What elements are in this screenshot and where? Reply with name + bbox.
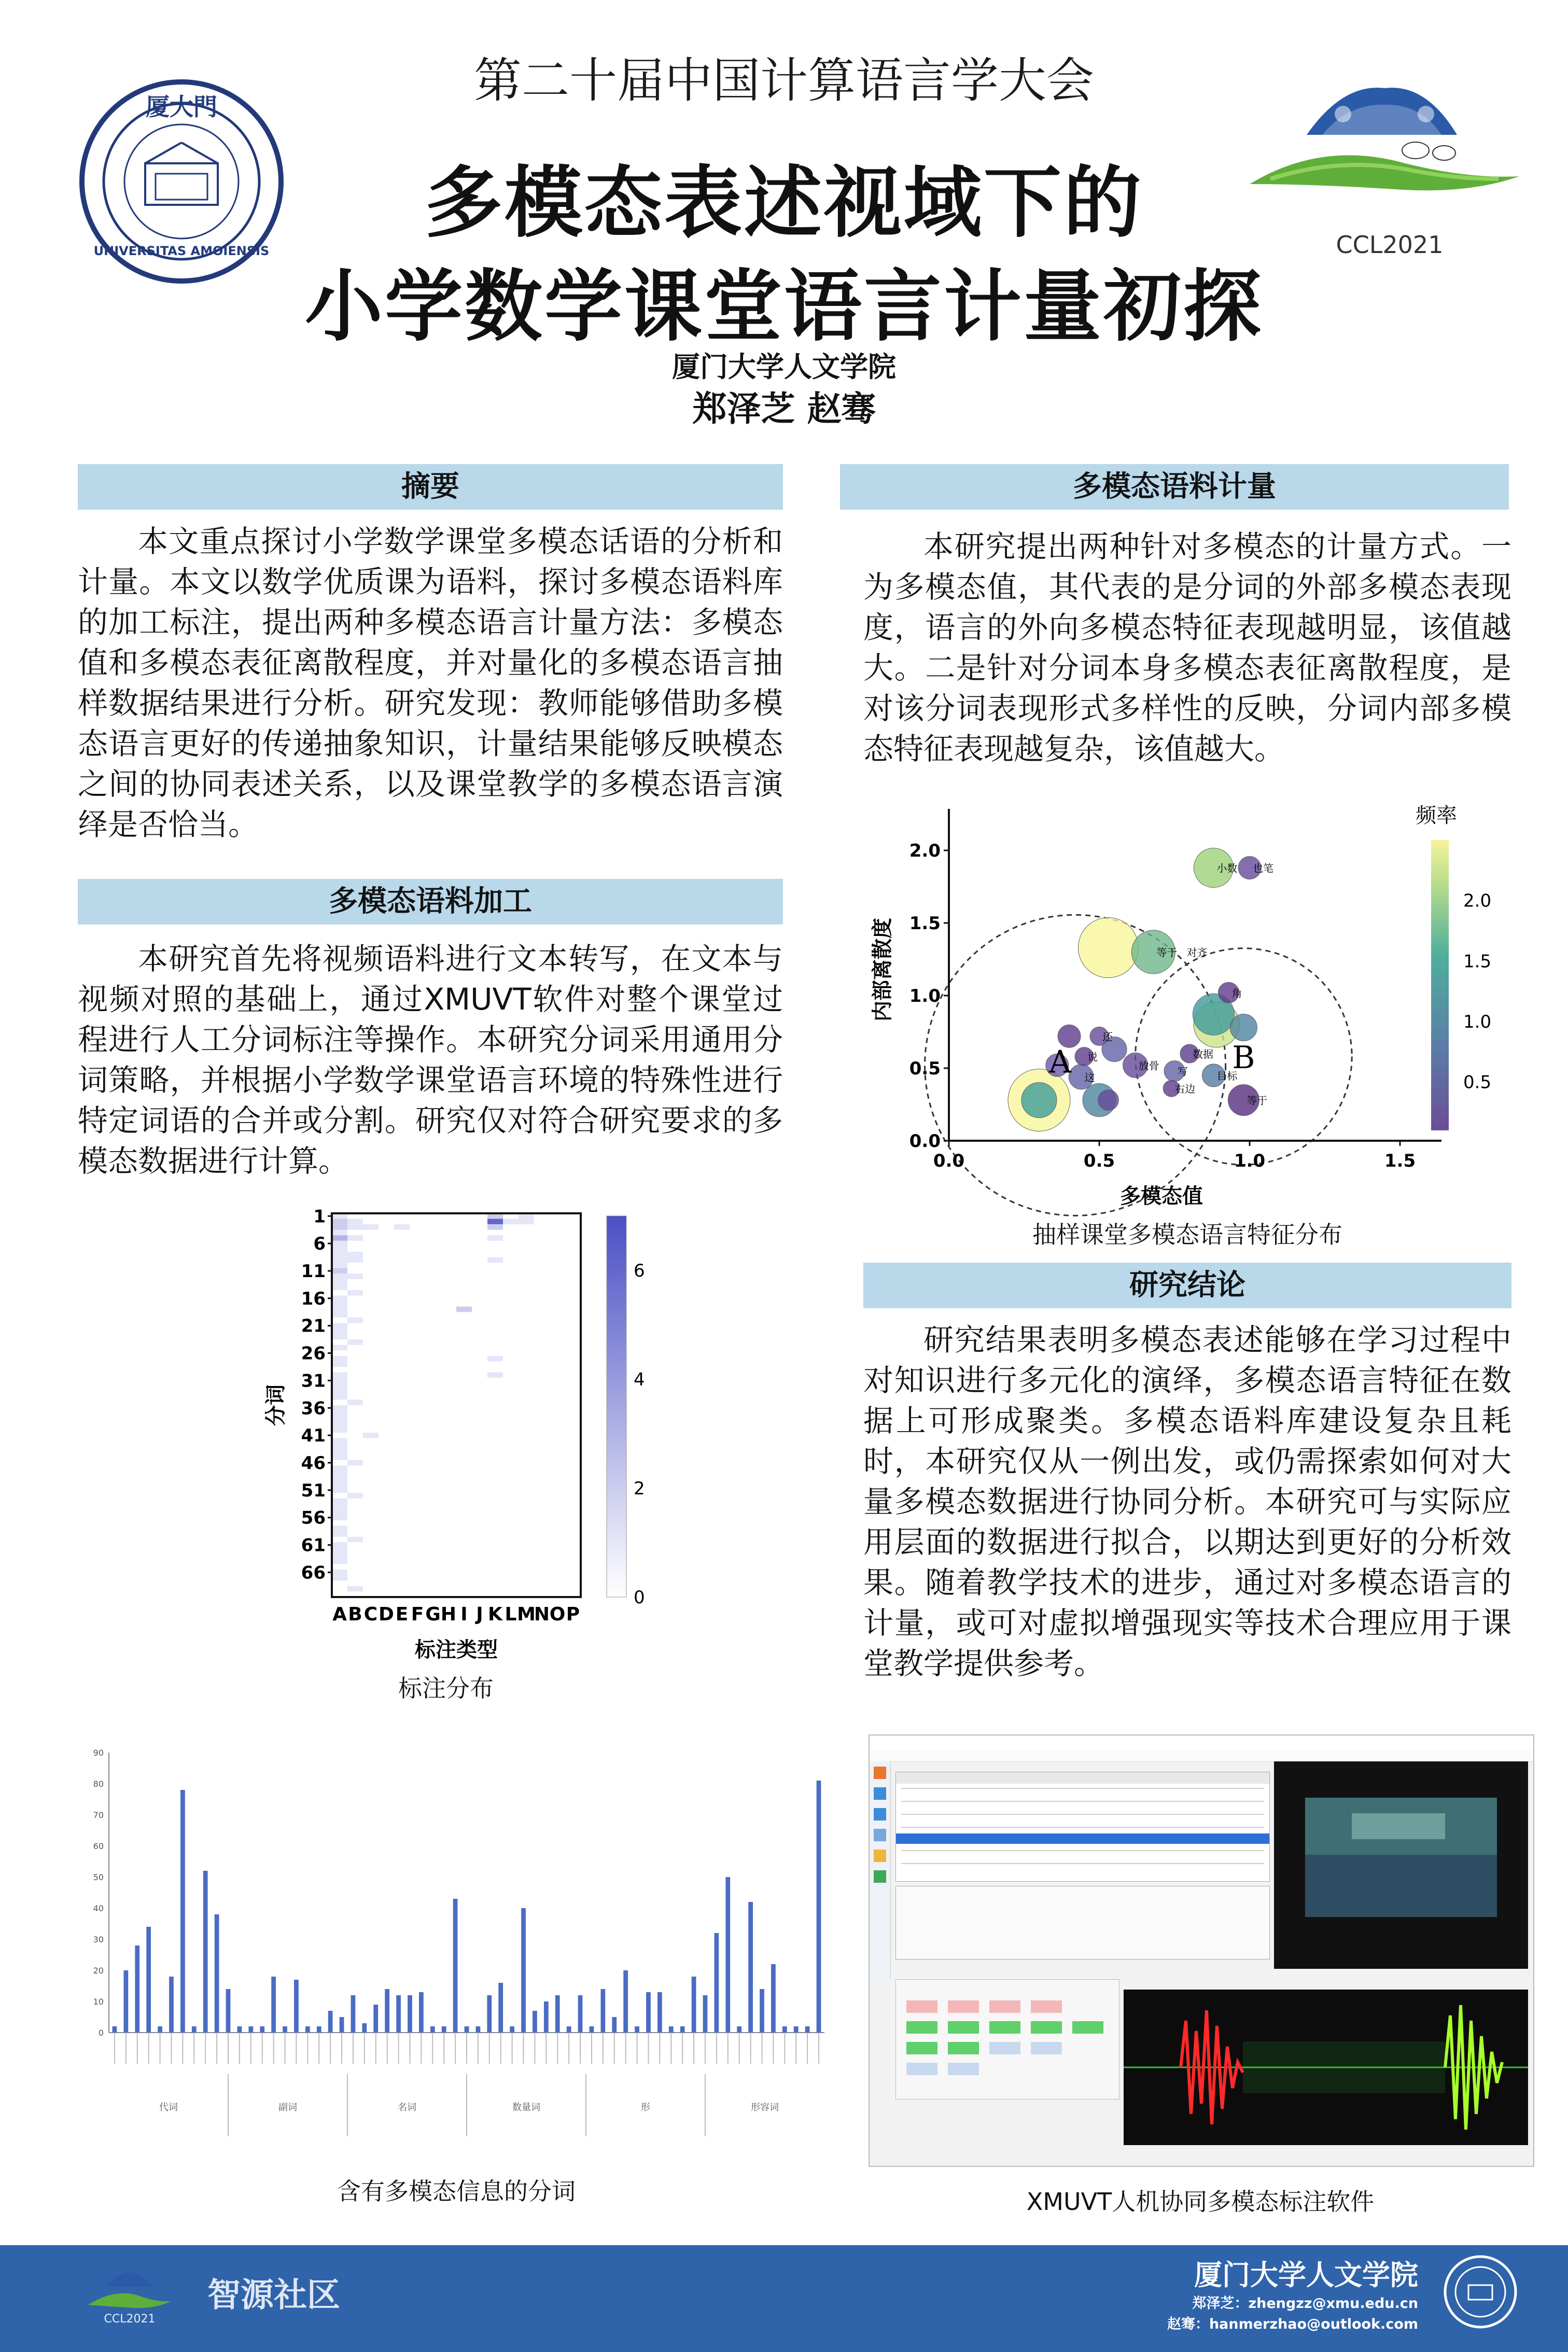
bar-group-labels xyxy=(159,2074,779,2136)
bar xyxy=(669,2026,674,2033)
bar xyxy=(328,2011,333,2033)
heatmap-cell xyxy=(332,1284,347,1290)
bubble-point-label: 小数 xyxy=(1216,862,1238,875)
bar xyxy=(317,2026,321,2033)
heatmap-y-tick: 26 xyxy=(301,1343,326,1364)
heatmap-cell xyxy=(347,1257,363,1263)
bubble-cluster-label: B xyxy=(1232,1040,1255,1076)
bar xyxy=(192,2026,197,2033)
bubble-point-label: 数据 xyxy=(1193,1048,1213,1060)
bar-y-tick: 0 xyxy=(98,2028,104,2038)
heatmap-x-tick: J xyxy=(476,1604,483,1625)
bar xyxy=(169,1977,174,2033)
heatmap-cell xyxy=(332,1488,347,1493)
heatmap-cell xyxy=(332,1504,347,1509)
heatmap-cell xyxy=(332,1471,347,1477)
heatmap-x-tick: D xyxy=(379,1604,394,1625)
seal-latin-text: UNIVERSITAS AMOIENSIS xyxy=(93,244,270,258)
heatmap-cell xyxy=(347,1460,363,1466)
bar-y-tick: 60 xyxy=(93,1841,104,1851)
bar xyxy=(476,2026,481,2033)
heatmap-cell xyxy=(456,1307,472,1312)
bubble-point-label: 角 xyxy=(1231,987,1242,1000)
poster-title-line1: 多模态表述视域下的 xyxy=(424,158,1143,248)
bar xyxy=(680,2026,685,2033)
bar xyxy=(419,1992,424,2033)
heatmap-cell xyxy=(347,1339,363,1345)
bar xyxy=(430,2026,435,2033)
bar-bars xyxy=(113,1781,821,2064)
heatmap-cell xyxy=(332,1257,347,1263)
heatmap-cell xyxy=(332,1405,347,1411)
heatmap-x-tick: P xyxy=(566,1604,580,1625)
bubble-colorbar-tick: 1.0 xyxy=(1463,1012,1492,1032)
heatmap-x-tick: B xyxy=(348,1604,362,1625)
bubble-x-tick: 1.5 xyxy=(1384,1151,1416,1171)
bar xyxy=(771,1964,776,2033)
conclusion-heading: 研究结论 xyxy=(863,1263,1511,1308)
bubble-point xyxy=(1230,1014,1257,1041)
bar-y-tick: 30 xyxy=(93,1935,104,1944)
bar-y-tick: 20 xyxy=(93,1966,104,1976)
bar xyxy=(385,1989,389,2033)
heatmap-cell xyxy=(332,1482,347,1488)
heatmap-cell xyxy=(332,1383,347,1389)
heatmap-cell xyxy=(347,1586,363,1592)
bar xyxy=(340,2017,344,2033)
heatmap-cell xyxy=(347,1318,363,1323)
heatmap-cell xyxy=(332,1235,347,1241)
heatmap-cell xyxy=(332,1361,347,1367)
bubble-y-label: 内部离散度 xyxy=(871,918,894,1021)
bubble-colorbar-tick: 1.5 xyxy=(1463,951,1492,972)
footer-community: 智源社区 xyxy=(207,2276,340,2315)
bar xyxy=(715,1933,719,2033)
bar xyxy=(657,1992,662,2033)
bubble-point-label: 目标 xyxy=(1216,1070,1238,1082)
heatmap-cell xyxy=(332,1416,347,1422)
bubble-point xyxy=(1078,918,1138,978)
software-titlebar xyxy=(870,1735,1533,1751)
bubble-point-label: 也笔 xyxy=(1253,862,1273,875)
bar xyxy=(373,2005,378,2033)
bar xyxy=(248,2026,253,2033)
heatmap-x-tick: A xyxy=(332,1604,347,1625)
bar xyxy=(135,1945,139,2033)
heatmap-y-tick: 41 xyxy=(301,1425,326,1447)
bubble-colorbar-ticks xyxy=(1463,891,1491,1093)
bar xyxy=(203,1871,208,2033)
bar xyxy=(805,2026,810,2033)
bubble-y-tick: 2.0 xyxy=(909,841,941,861)
heatmap-y-ticks xyxy=(301,1206,332,1583)
heatmap-y-tick: 66 xyxy=(301,1562,326,1584)
bar xyxy=(362,2023,367,2033)
bar-group-label: 形容词 xyxy=(751,2102,779,2113)
heatmap-cell xyxy=(332,1449,347,1455)
bar xyxy=(271,1977,276,2033)
heatmap-x-tick: O xyxy=(549,1604,566,1625)
bubble-colorbar-tick: 2.0 xyxy=(1463,890,1492,912)
bubble-point-label: 右边 xyxy=(1174,1083,1196,1096)
bubble-point-label: 放骨 xyxy=(1138,1059,1159,1072)
heatmap-cell xyxy=(332,1301,347,1307)
bubble-x-ticks xyxy=(933,1141,1416,1171)
bar xyxy=(442,2026,446,2033)
bar xyxy=(510,2026,514,2033)
bubble-cluster-label: A xyxy=(1048,1044,1072,1081)
bar-y-tick: 90 xyxy=(93,1748,104,1758)
bar xyxy=(692,1977,696,2033)
bubble-x-tick: 0.0 xyxy=(933,1151,965,1171)
software-button-panel xyxy=(895,1979,1119,2099)
heatmap-cell xyxy=(332,1345,347,1351)
bar xyxy=(226,1989,231,2033)
authors: 郑泽芝 赵骞 xyxy=(692,389,876,429)
heatmap-y-tick: 21 xyxy=(301,1315,326,1337)
footer-contact-1 xyxy=(1141,2292,1418,2312)
heatmap-cell xyxy=(332,1476,347,1482)
bar xyxy=(408,1995,412,2033)
bar xyxy=(305,2026,310,2033)
bubble-caption: 抽样课堂多模态语言特征分布 xyxy=(1032,1221,1342,1249)
heatmap-cell xyxy=(332,1515,347,1520)
heatmap-cell xyxy=(332,1394,347,1400)
heatmap-cell xyxy=(332,1307,347,1312)
heatmap-cell xyxy=(503,1219,519,1225)
heatmap-caption: 标注分布 xyxy=(398,1674,494,1702)
bar xyxy=(521,1908,526,2033)
heatmap-cell xyxy=(332,1575,347,1581)
heatmap-frame xyxy=(332,1213,581,1597)
bar xyxy=(113,2026,117,2033)
bar-y-tick: 40 xyxy=(93,1903,104,1913)
heatmap-cell xyxy=(487,1257,503,1263)
bubble-point-label: 等于 xyxy=(1247,1094,1268,1107)
bubble-y-tick: 1.5 xyxy=(909,913,941,934)
software-edit-panel xyxy=(895,1886,1270,1959)
heatmap-cell xyxy=(332,1224,347,1230)
heatmap-chart xyxy=(244,1198,648,1664)
barchart-caption: 含有多模态信息的分词 xyxy=(337,2177,576,2205)
heatmap-x-ticks xyxy=(332,1604,580,1625)
bubble-x-label: 多模态值 xyxy=(1120,1184,1203,1208)
heatmap-colorbar xyxy=(607,1216,626,1597)
bar-group-label: 名词 xyxy=(398,2102,416,2113)
measurement-heading: 多模态语料计量 xyxy=(840,464,1509,510)
heatmap-cell xyxy=(332,1241,347,1247)
footer-seal-logo xyxy=(1441,2253,1519,2331)
bubble-colorbar xyxy=(1431,840,1449,1130)
heatmap-y-tick: 36 xyxy=(301,1398,326,1419)
heatmap-cell xyxy=(487,1219,503,1225)
heatmap-cell xyxy=(332,1268,347,1274)
bar xyxy=(237,2026,242,2033)
bar xyxy=(794,2026,799,2033)
bar xyxy=(600,1989,605,2033)
bar xyxy=(544,2001,549,2033)
bubble-point-label: 这 xyxy=(1084,1071,1095,1084)
bar xyxy=(782,2026,787,2033)
bubble-point-label: 还 xyxy=(1102,1030,1113,1043)
heatmap-x-tick: H xyxy=(440,1604,457,1625)
bar-group-label: 副词 xyxy=(278,2102,297,2113)
contact-1-email[interactable]: zhengzz@xmu.edu.cn xyxy=(1248,2295,1418,2312)
heatmap-colorbar-tick: 2 xyxy=(634,1478,645,1499)
bubble-point-label: 等于 xyxy=(1156,946,1178,959)
footer-contact-2 xyxy=(1141,2313,1418,2333)
heatmap-x-tick: G xyxy=(425,1604,441,1625)
bubble-point-label: 写 xyxy=(1178,1065,1188,1078)
heatmap-y-tick: 31 xyxy=(301,1370,326,1392)
heatmap-x-tick: K xyxy=(488,1604,502,1625)
bar xyxy=(635,2026,639,2033)
poster-title-line2: 小学数学课堂语言计量初探 xyxy=(304,262,1263,352)
heatmap-cell xyxy=(332,1246,347,1252)
bar-y-tick: 80 xyxy=(93,1779,104,1789)
heatmap-cell xyxy=(332,1328,347,1334)
bar xyxy=(567,2026,571,2033)
heatmap-colorbar-tick: 6 xyxy=(634,1261,645,1281)
bar-y-tick: 50 xyxy=(93,1872,104,1882)
bubble-y-tick: 1.0 xyxy=(909,986,941,1006)
heatmap-cell xyxy=(332,1296,347,1301)
bar xyxy=(533,2011,537,2033)
heatmap-x-tick: N xyxy=(534,1604,550,1625)
heatmap-cell xyxy=(332,1263,347,1268)
ccl-logo-text: CCL2021 xyxy=(1336,231,1444,259)
heatmap-cell xyxy=(332,1526,347,1532)
heatmap-x-tick: F xyxy=(411,1604,424,1625)
heatmap-cell xyxy=(332,1334,347,1340)
bar xyxy=(555,1995,560,2033)
bar xyxy=(146,1927,151,2033)
bar xyxy=(158,2026,162,2033)
heatmap-y-tick: 46 xyxy=(301,1453,326,1474)
contact-2-email[interactable]: hanmerzhao@outlook.com xyxy=(1209,2316,1418,2332)
footer-school: 厦门大学人文学院 xyxy=(1194,2259,1418,2291)
heatmap-cell xyxy=(347,1219,363,1225)
heatmap-cell xyxy=(332,1559,347,1564)
heatmap-cell xyxy=(332,1438,347,1444)
heatmap-y-tick: 56 xyxy=(301,1507,326,1529)
bar xyxy=(760,1989,764,2033)
heatmap-x-tick: M xyxy=(517,1604,536,1625)
heatmap-cell xyxy=(347,1235,363,1241)
seal-inner-text: 厦大門 xyxy=(146,93,217,121)
heatmap-cell xyxy=(332,1427,347,1433)
contact-2-name: 赵骞： xyxy=(1167,2316,1209,2332)
bubble-chart xyxy=(861,799,1540,1244)
heatmap-x-tick: L xyxy=(505,1604,517,1625)
software-waveform xyxy=(1124,1990,1528,2145)
heatmap-cell xyxy=(332,1499,347,1504)
heatmap-cell xyxy=(332,1378,347,1383)
heatmap-cell xyxy=(332,1531,347,1537)
footer-ccl-logo xyxy=(86,2256,174,2318)
heatmap-cell xyxy=(347,1537,363,1543)
heatmap-cell xyxy=(332,1542,347,1548)
bar xyxy=(737,2026,741,2033)
heatmap-colorbar-tick: 4 xyxy=(634,1369,645,1390)
bar xyxy=(487,1995,492,2033)
bar-y-ticks xyxy=(93,1748,104,2038)
bar xyxy=(646,1992,651,2033)
heatmap-y-tick: 16 xyxy=(301,1288,326,1309)
heatmap-cell xyxy=(487,1224,503,1230)
heatmap-cell xyxy=(332,1411,347,1417)
bar-chart xyxy=(78,1742,835,2178)
processing-heading: 多模态语料加工 xyxy=(78,879,783,925)
bar xyxy=(725,1877,730,2033)
heatmap-cell xyxy=(332,1465,347,1471)
conference-name: 第二十届中国计算语言学大会 xyxy=(473,53,1094,108)
heatmap-cell xyxy=(363,1433,379,1438)
heatmap-y-tick: 11 xyxy=(301,1261,326,1282)
bubble-y-ticks xyxy=(909,841,949,1152)
bubble-point xyxy=(1098,1090,1118,1111)
bubble-colorbar-label: 频率 xyxy=(1416,804,1457,828)
heatmap-cell xyxy=(332,1553,347,1559)
bar xyxy=(215,1914,219,2033)
heatmap-cell xyxy=(332,1444,347,1449)
heatmap-cell xyxy=(347,1224,363,1230)
heatmap-cell xyxy=(487,1356,503,1362)
bubble-point xyxy=(1021,1083,1057,1118)
software-table xyxy=(895,1772,1270,1882)
bar xyxy=(351,1995,356,2033)
heatmap-cell xyxy=(347,1493,363,1499)
heatmap-y-label: 分词 xyxy=(264,1384,288,1426)
heatmap-cell xyxy=(332,1219,347,1225)
heatmap-cell xyxy=(487,1373,503,1378)
bar-group-label: 数量词 xyxy=(512,2102,540,2113)
heatmap-x-tick: C xyxy=(363,1604,378,1625)
bar xyxy=(294,1980,299,2033)
heatmap-cell xyxy=(394,1224,410,1230)
bar xyxy=(612,2017,617,2033)
heatmap-cell xyxy=(347,1290,363,1296)
heatmap-cell xyxy=(332,1323,347,1328)
heatmap-colorbar-ticks xyxy=(634,1261,645,1608)
heatmap-colorbar-tick: 0 xyxy=(634,1587,645,1608)
heatmap-cell xyxy=(347,1273,363,1279)
heatmap-cell xyxy=(332,1252,347,1257)
heatmap-cell xyxy=(347,1252,363,1257)
bubble-point-label: 说 xyxy=(1087,1051,1098,1063)
affiliation: 厦门大学人文学院 xyxy=(672,351,896,383)
heatmap-cell xyxy=(332,1312,347,1318)
heatmap-cell xyxy=(332,1373,347,1378)
heatmap-cell xyxy=(332,1570,347,1575)
software-toolbar xyxy=(870,1761,891,1979)
heatmap-cell xyxy=(332,1389,347,1394)
bar-y-tick: 10 xyxy=(93,1997,104,2007)
heatmap-cell xyxy=(332,1356,347,1362)
bar-group-label: 代词 xyxy=(159,2102,178,2113)
heatmap-cell xyxy=(487,1235,503,1241)
heatmap-cell xyxy=(332,1279,347,1285)
heatmap-cell xyxy=(332,1230,347,1236)
heatmap-y-tick: 51 xyxy=(301,1480,326,1501)
heatmap-cell xyxy=(363,1224,379,1230)
bar-group-label: 形 xyxy=(641,2102,650,2113)
heatmap-x-tick: I xyxy=(460,1604,468,1625)
bar xyxy=(260,2026,264,2033)
bar xyxy=(283,2026,287,2033)
bar xyxy=(817,1781,821,2033)
bar xyxy=(748,1902,753,2033)
bubble-y-tick: 0.5 xyxy=(909,1058,941,1079)
software-screenshot xyxy=(869,1734,1534,2167)
heatmap-cell xyxy=(332,1509,347,1515)
bar xyxy=(465,2026,469,2033)
heatmap-cell xyxy=(332,1273,347,1279)
bar xyxy=(703,1995,708,2033)
software-menubar xyxy=(870,1750,1533,1762)
heatmap-cells xyxy=(332,1213,534,1591)
contact-1-name: 郑泽芝： xyxy=(1192,2295,1249,2312)
heatmap-y-tick: 61 xyxy=(301,1535,326,1556)
measurement-text: 本研究提出两种针对多模态的计量方式。一为多模态值，其代表的是分词的外部多模态表现度，语言的外向多模态特征表现越明显，该值越大。二是针对分词本身多模态表征离散程度，是对该分词表现形式多样性的反映，分词内部多模态特征表现越复杂，该值越大。 xyxy=(863,529,1511,766)
conclusion-text: 研究结果表明多模态表述能够在学习过程中对知识进行多元化的演绎，多模态语言特征在数据上可形成聚类。多模态语料库建设复杂且耗时，本研究仅从一例出发，或仍需探索如何对大量多模态数据进行协同分析。本研究可与实际应用层面的数据进行拟合，以期达到更好的分析效果。随着教学技术的进步，通过对多模态语言的计量，或可对虚拟增强现实等技术合理应用于课堂教学提供参考。 xyxy=(863,1322,1511,1681)
bar xyxy=(180,1790,185,2033)
heatmap-cell xyxy=(347,1399,363,1405)
abstract-text: 本文重点探讨小学数学课堂多模态话语的分析和计量。本文以数学优质课为语料，探讨多模态语料库的加工标注，提出两种多模态语言计量方法：多模态值和多模态表征离散程度，并对量化的多模态语言抽样数据结果进行分析。研究发现：教师能够借助多模态语言更好的传递抽象知识，计量结果能够反映模态之间的协同表述关系，以及课堂教学的多模态语言演绎是否恰当。 xyxy=(78,524,783,842)
bubble-x-tick: 1.0 xyxy=(1234,1151,1266,1171)
bubble-y-tick: 0.0 xyxy=(909,1131,941,1152)
bar xyxy=(623,1970,628,2033)
bar xyxy=(123,1970,128,2033)
heatmap-cell xyxy=(332,1422,347,1427)
heatmap-cell xyxy=(519,1219,534,1225)
bar-y-tick: 70 xyxy=(93,1810,104,1820)
bar xyxy=(453,1899,458,2033)
footer-ccl-text: CCL2021 xyxy=(104,2313,156,2326)
bar xyxy=(396,1995,401,2033)
bubble-x-tick: 0.5 xyxy=(1083,1151,1115,1171)
heatmap-y-tick: 6 xyxy=(313,1234,326,1255)
heatmap-x-tick: E xyxy=(395,1604,409,1625)
heatmap-x-label: 标注类型 xyxy=(415,1638,498,1662)
bar xyxy=(498,1983,503,2033)
processing-text: 本研究首先将视频语料进行文本转写，在文本与视频对照的基础上，通过XMUVT软件对整个课堂过程进行人工分词标注等操作。本研究分词采用通用分词策略，并根据小学数学课堂语言环境的特殊性进行特定词语的合并或分割。研究仅对符合研究要求的多模态数据进行计算。 xyxy=(78,941,783,1179)
heatmap-cell xyxy=(332,1454,347,1460)
heatmap-cell xyxy=(332,1548,347,1553)
software-video-panel xyxy=(1274,1761,1528,1969)
heatmap-y-tick: 1 xyxy=(313,1206,326,1227)
bar xyxy=(578,1995,583,2033)
bubble-point-label: 对齐 xyxy=(1186,946,1208,959)
bar xyxy=(590,2026,594,2033)
bubble-colorbar-tick: 0.5 xyxy=(1463,1072,1492,1093)
abstract-heading: 摘要 xyxy=(78,464,783,510)
software-caption: XMUVT人机协同多模态标注软件 xyxy=(1026,2188,1375,2216)
